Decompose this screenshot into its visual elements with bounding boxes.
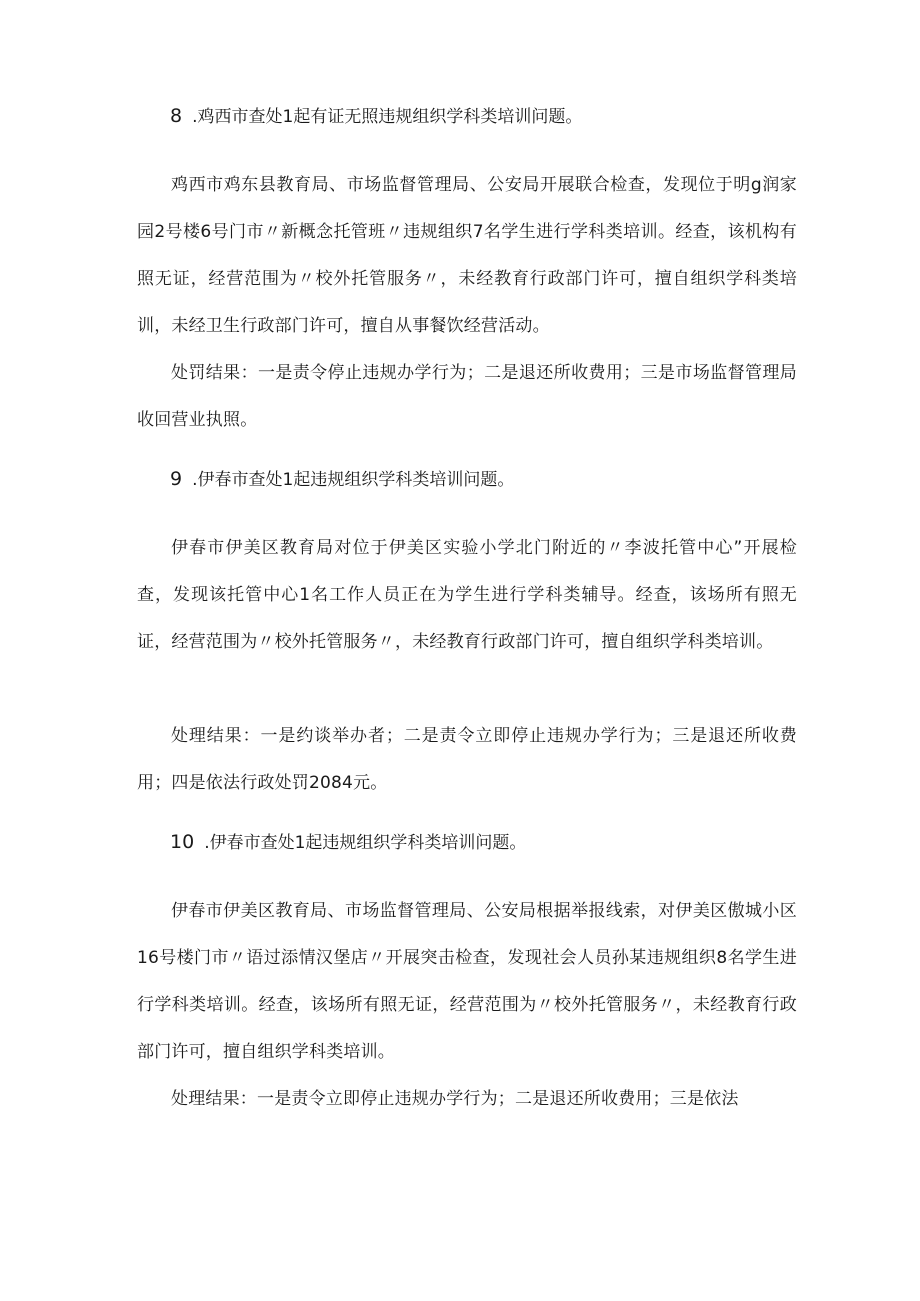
section-10-result: 处理结果：一是责令立即停止违规办学行为；二是退还所收费用；三是依法 xyxy=(171,1089,739,1109)
section-8-title: .鸡西市查处1起有证无照违规组织学科类培训问题。 xyxy=(192,107,583,127)
section-8-result: 处罚结果：一是责令停止违规办学行为；二是退还所收费用；三是市场监督管理局收回营业执照。 xyxy=(137,363,797,430)
section-9-number: 9 xyxy=(170,468,183,490)
section-10-title: .伊春市查处1起违规组织学科类培训问题。 xyxy=(204,833,527,853)
section-10-heading xyxy=(170,829,810,856)
section-9-heading xyxy=(170,466,810,493)
section-10-number: 10 xyxy=(170,831,195,853)
section-8-case: 鸡西市鸡东县教育局、市场监督管理局、公安局开展联合检查，发现位于明g润家园2号楼6号门市〃新概念托管班〃违规组织7名学生进行学科类培训。经查，该机构有照无证，经营范围为〃校外托管服务〃，未经教育行政部门许可，擅自组织学科类培训，未经卫生行政部门许可，擅自从事餐饮经营活动。 xyxy=(137,175,797,336)
section-10-case: 伊春市伊美区教育局、市场监督管理局、公安局根据举报线索，对伊美区傲城小区16号楼门市〃语过添情汉堡店〃开展突击检查，发现社会人员孙某违规组织8名学生进行学科类培训。经查，该场所有照无证，经营范围为〃校外托管服务〃，未经教育行政部门许可，擅自组织学科类培训。 xyxy=(137,901,797,1062)
section-9-result: 处理结果：一是约谈举办者；二是责令立即停止违规办学行为；三是退还所收费用；四是依法行政处罚2084元。 xyxy=(137,726,797,793)
section-8-heading xyxy=(170,103,810,130)
section-9-title: .伊春市查处1起违规组织学科类培训问题。 xyxy=(192,470,515,490)
section-8-number: 8 xyxy=(170,105,183,127)
section-9-case: 伊春市伊美区教育局对位于伊美区实验小学北门附近的〃李波托管中心”开展检查，发现该托管中心1名工作人员正在为学生进行学科类辅导。经查，该场所有照无证，经营范围为〃校外托管服务〃，未经教育行政部门许可，擅自组织学科类培训。 xyxy=(137,538,797,652)
